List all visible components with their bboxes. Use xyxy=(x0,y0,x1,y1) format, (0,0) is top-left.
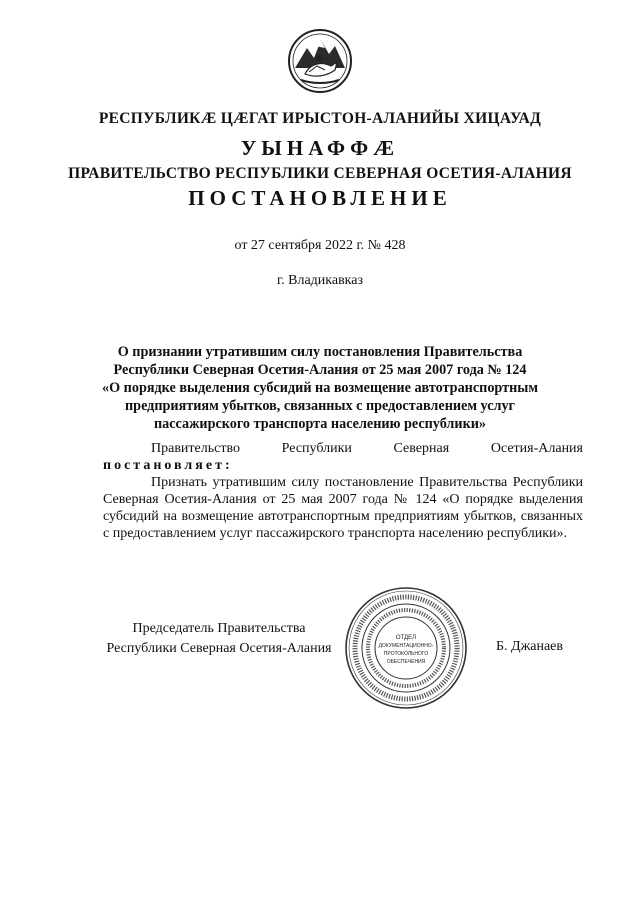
government-heading: ПРАВИТЕЛЬСТВО РЕСПУБЛИКИ СЕВЕРНАЯ ОСЕТИЯ-АЛАНИЯ xyxy=(68,165,572,182)
decree-heading: ПОСТАНОВЛЕНИЕ xyxy=(188,186,452,210)
stamp-text: ОТДЕЛ xyxy=(395,635,417,641)
date-number: от 27 сентября 2022 г. № 428 xyxy=(234,238,406,253)
decree-ossetian-heading: УЫНАФФӔ xyxy=(240,136,400,160)
republic-ossetian-heading: РЕСПУБЛИКӔ ЦӔГАТ ИРЫСТОН-АЛАНИЙЫ ХИЦАУАД xyxy=(98,110,542,127)
title-line: «О порядке выделения субсидий на возмещение автотранспортным xyxy=(102,380,538,396)
stamp-text: ДОКУМЕНТАЦИОННО- xyxy=(378,643,434,649)
decrees-word xyxy=(103,457,583,474)
stamp-text: ОБЕСПЕЧЕНИЯ xyxy=(386,659,426,665)
title-line: Республики Северная Осетия-Алания от 25 мая 2007 года № 124 xyxy=(113,362,527,378)
stamp-text: ПРОТОКОЛЬНОГО xyxy=(383,651,429,657)
signer-position xyxy=(104,619,334,659)
signer-position-line: Республики Северная Осетия-Алания xyxy=(106,641,332,656)
coat-of-arms-emblem xyxy=(287,28,353,94)
intro-line: Правительство Республики Северная Осетия-Алания xyxy=(151,441,583,456)
main-paragraph: Признать утратившим силу постановление Правительства Республики Северная Осетия-Алания от 25 мая 2007 года № 124 «О порядке выделения субсидий на возмещение автотранспортным предприятиям убытков, связанных с предоставлением услуг пассажирского транспорта населению республики». xyxy=(103,475,583,541)
city: г. Владикавказ xyxy=(276,273,364,288)
title-line: пассажирского транспорта населению республики» xyxy=(153,416,487,432)
signer-position-line: Председатель Правительства xyxy=(132,621,306,636)
official-seal-stamp xyxy=(343,585,469,711)
title-line: О признании утратившим силу постановления Правительства xyxy=(117,344,523,360)
signer-name: Б. Джанаев xyxy=(496,639,564,654)
title-line: предприятиям убытков, связанных с предоставлением услуг xyxy=(125,398,515,414)
decrees-label: постановляет: xyxy=(103,458,233,473)
document-title xyxy=(0,343,640,433)
